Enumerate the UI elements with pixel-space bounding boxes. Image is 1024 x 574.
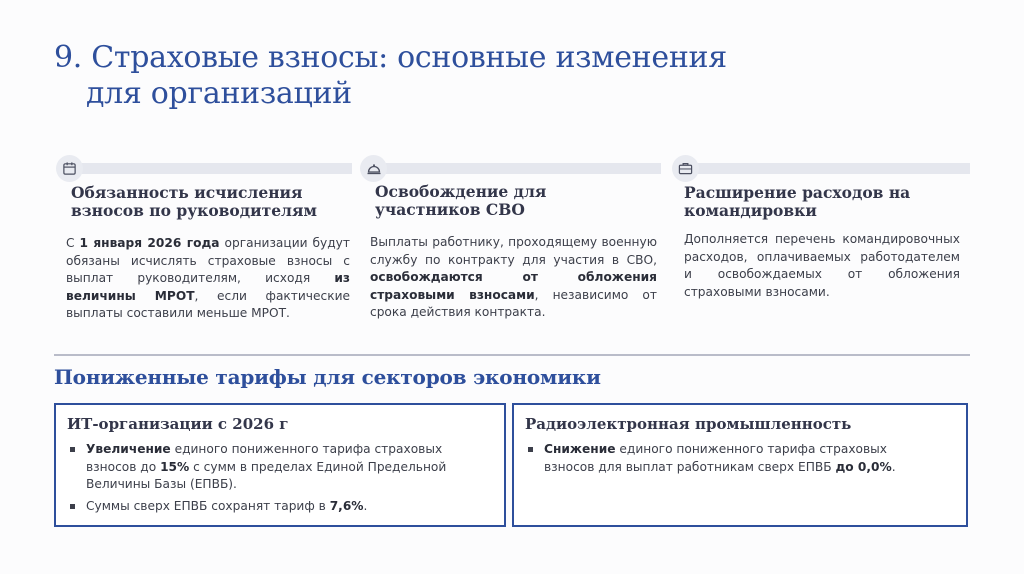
card-bullets	[526, 441, 936, 480]
bullet-item: Суммы сверх ЕПВБ сохранят тариф в 7,6%.	[68, 498, 478, 516]
calendar-icon	[56, 155, 83, 182]
column-header-bar	[70, 163, 352, 174]
column-svo-exemption	[360, 155, 662, 345]
column-heading: Расширение расходов на командировки	[684, 183, 911, 220]
bullet-item: Увеличение единого пониженного тарифа страховых взносов до 15% с сумм в пределах Единой Предельной Величины Базы (ЕПВБ).	[68, 441, 478, 494]
card-bullets	[68, 441, 478, 519]
card-radioelectronics	[512, 403, 968, 527]
slide-title	[54, 40, 727, 112]
card-title: ИТ-организации с 2026 г	[67, 415, 289, 433]
bullet-item: Снижение единого пониженного тарифа страховых взносов для выплат работникам сверх ЕПВБ до 0,0%.	[526, 441, 936, 476]
slide-title-line-1: 9. Страховые взносы: основные изменения	[54, 40, 727, 75]
column-ceo-contributions	[56, 155, 352, 345]
card-title: Радиоэлектронная промышленность	[525, 415, 852, 433]
slide-title-line-2: для организаций	[86, 76, 352, 111]
section-title: Пониженные тарифы для секторов экономики	[54, 365, 601, 389]
column-body: Выплаты работнику, проходящему военную службу по контракту для участия в СВО, освобождаются от обложения страховыми взносами, независимо от срока действия контракта.	[370, 235, 657, 319]
briefcase-icon	[672, 155, 699, 182]
section-divider	[54, 354, 970, 356]
cloche-icon	[360, 155, 387, 182]
column-travel-expenses	[672, 155, 970, 345]
column-body: С 1 января 2026 года организации будут обязаны исчислять страховые взносы с выплат руководителям, исходя из величины МРОТ, если фактические выплаты составили меньше МРОТ.	[66, 236, 350, 320]
column-body: Дополняется перечень командировочных расходов, оплачиваемых работодателем и освобождаемых от обложения страховыми взносами.	[684, 232, 960, 299]
column-heading: Обязанность исчисления взносов по руководителям	[71, 183, 317, 220]
column-header-bar	[374, 163, 661, 174]
card-it-organizations	[54, 403, 506, 527]
column-heading: Освобождение для участников СВО	[375, 182, 547, 219]
column-header-bar	[686, 163, 970, 174]
